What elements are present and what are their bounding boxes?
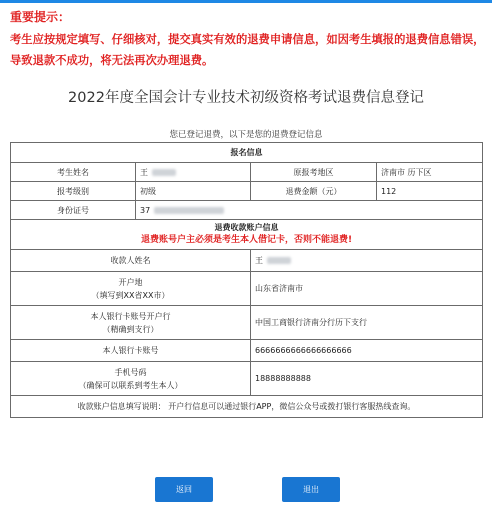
region-value: 济南市 历下区 xyxy=(377,163,483,182)
registration-section-title: 报名信息 xyxy=(11,143,483,163)
bank-hint: （精确到支行） xyxy=(102,324,159,334)
top-accent-bar xyxy=(0,0,492,3)
phone-value: 18888888888 xyxy=(251,362,483,396)
refund-info-table xyxy=(10,142,483,418)
location-hint: （填写到XX省XX市） xyxy=(91,290,170,300)
name-value-text: 王 xyxy=(140,167,148,177)
level-value: 初级 xyxy=(136,182,251,201)
redacted-mask xyxy=(154,207,224,214)
page-subtitle: 您已登记退费，以下是您的退费登记信息 xyxy=(169,130,323,140)
id-label: 身份证号 xyxy=(11,201,136,220)
exit-button[interactable]: 退出 xyxy=(282,477,340,502)
account-section-title: 退费收款账户信息 xyxy=(214,223,279,232)
level-label: 报考级别 xyxy=(11,182,136,201)
payee-value xyxy=(251,250,483,272)
name-value xyxy=(136,163,251,182)
phone-hint: （确保可以联系到考生本人） xyxy=(78,380,183,390)
page-title: 2022年度全国会计专业技术初级资格考试退费信息登记 xyxy=(68,90,424,106)
account-warning: 退费账号户主必须是考生本人借记卡，否则不能退费! xyxy=(140,235,353,245)
account-note: 收款账户信息填写说明： 开户行信息可以通过银行APP，微信公众号或拨打银行客服热线查询。 xyxy=(11,396,483,418)
phone-label-cell xyxy=(11,362,251,396)
bank-label-cell xyxy=(11,306,251,340)
account-section-header xyxy=(11,220,483,250)
location-value: 山东省济南市 xyxy=(251,272,483,306)
card-value: 6666666666666666666 xyxy=(251,340,483,362)
phone-label: 手机号码 xyxy=(114,367,147,377)
id-value-text: 37 xyxy=(140,205,151,215)
card-label: 本人银行卡账号 xyxy=(11,340,251,362)
payee-value-text: 王 xyxy=(255,256,263,265)
payee-label: 收款人姓名 xyxy=(11,250,251,272)
region-label: 原报考地区 xyxy=(251,163,377,182)
amount-label: 退费金额（元） xyxy=(251,182,377,201)
back-button[interactable]: 返回 xyxy=(155,477,213,502)
redacted-mask xyxy=(267,257,291,264)
bank-value: 中国工商银行济南分行历下支行 xyxy=(251,306,483,340)
bank-label: 本人银行卡账号开户行 xyxy=(90,311,171,321)
name-label: 考生姓名 xyxy=(11,163,136,182)
amount-value: 112 xyxy=(377,182,483,201)
notice-text: 考生应按规定填写、仔细核对，提交真实有效的退费申请信息，如因考生填报的退费信息错误，导致退款不成功，将无法再次办理退费。 xyxy=(10,33,485,67)
location-label-cell xyxy=(11,272,251,306)
location-label: 开户地 xyxy=(118,277,143,287)
important-notice xyxy=(10,8,486,71)
id-value xyxy=(136,201,483,220)
redacted-mask xyxy=(152,169,176,176)
notice-title: 重要提示： xyxy=(10,10,71,24)
